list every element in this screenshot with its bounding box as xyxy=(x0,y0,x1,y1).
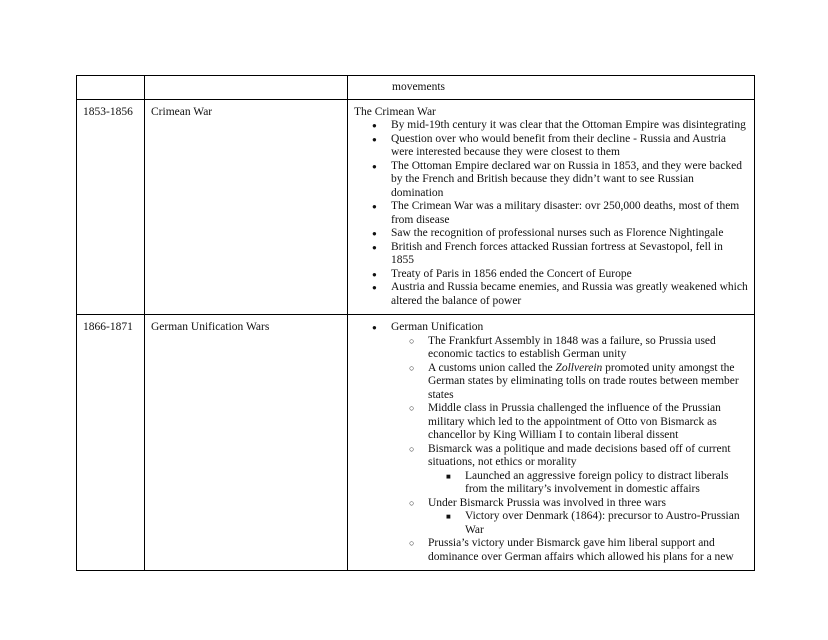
list-item: ● Saw the recognition of professional nurses such as Florence Nightingale xyxy=(391,227,748,241)
table-row-crimean-war xyxy=(77,99,755,315)
event-text: German Unification Wars xyxy=(151,321,270,333)
notes-heading: The Crimean War xyxy=(354,105,436,118)
event-text: Crimean War xyxy=(151,105,213,118)
dates-text: 1853-1856 xyxy=(83,105,133,118)
list-item: ○ The Frankfurt Assembly in 1848 was a failure, so Prussia used economic tactics to establish German unity xyxy=(428,335,748,362)
continued-text: movements xyxy=(392,81,446,93)
list-item: ● Treaty of Paris in 1856 ended the Concert of Europe xyxy=(391,268,748,282)
sub-sub-bullet-list xyxy=(428,470,748,497)
list-item xyxy=(428,443,748,497)
event-cell xyxy=(145,315,348,571)
top-bullet-text: German Unification xyxy=(391,321,484,333)
bullet-list xyxy=(354,119,748,308)
notes-cell xyxy=(348,76,755,100)
dates-cell xyxy=(77,99,145,315)
list-item: ■ Launched an aggressive foreign policy to distract liberals from the military’s involvement in domestic affairs xyxy=(465,470,748,497)
list-item xyxy=(391,321,748,564)
zollverein-after: promoted unity amongst the German states by eliminating tolls on trade routes between member states xyxy=(428,361,739,401)
zollverein-before: A customs union called the xyxy=(428,361,556,374)
dates-cell xyxy=(77,315,145,571)
list-item: ○ Prussia’s victory under Bismarck gave him liberal support and dominance over German affairs which allowed his plans for a new xyxy=(428,537,748,564)
event-cell xyxy=(145,76,348,100)
zollverein-term: Zollverein xyxy=(555,361,603,374)
politique-text: Bismarck was a politique and made decisions based off of current situations, not ethics or morality xyxy=(428,442,731,468)
list-item: ● By mid-19th century it was clear that the Ottoman Empire was disintegrating xyxy=(391,119,748,133)
event-cell xyxy=(145,99,348,315)
list-item xyxy=(428,497,748,538)
list-item xyxy=(428,362,748,403)
list-item: ○ Middle class in Prussia challenged the influence of the Prussian military which led to the appointment of Otto von Bismarck as chancellor by King William I to contain liberal dissent xyxy=(428,402,748,443)
list-item: ■ Victory over Denmark (1864): precursor to Austro-Prussian War xyxy=(465,510,748,537)
table-row-german-unification xyxy=(77,315,755,571)
notes-cell xyxy=(348,315,755,571)
list-item: ● Question over who would benefit from their decline - Russia and Austria were interested because they were closest to them xyxy=(391,133,748,160)
notes-cell xyxy=(348,99,755,315)
bullet-list xyxy=(354,321,748,564)
sub-bullet-list xyxy=(391,335,748,565)
history-notes-table xyxy=(76,75,755,571)
list-item: ● Austria and Russia became enemies, and Russia was greatly weakened which altered the balance of power xyxy=(391,281,748,308)
dates-cell xyxy=(77,76,145,100)
list-item: ● British and French forces attacked Russian fortress at Sevastopol, fell in 1855 xyxy=(391,241,748,268)
sub-sub-bullet-list xyxy=(428,510,748,537)
table-row-continued xyxy=(77,76,755,100)
three-wars-text: Under Bismarck Prussia was involved in three wars xyxy=(428,496,666,509)
list-item: ● The Ottoman Empire declared war on Russia in 1853, and they were backed by the French and British because they didn’t want to see Russian domination xyxy=(391,160,748,201)
dates-text: 1866-1871 xyxy=(83,321,133,333)
list-item: ● The Crimean War was a military disaster: ovr 250,000 deaths, most of them from disease xyxy=(391,200,748,227)
